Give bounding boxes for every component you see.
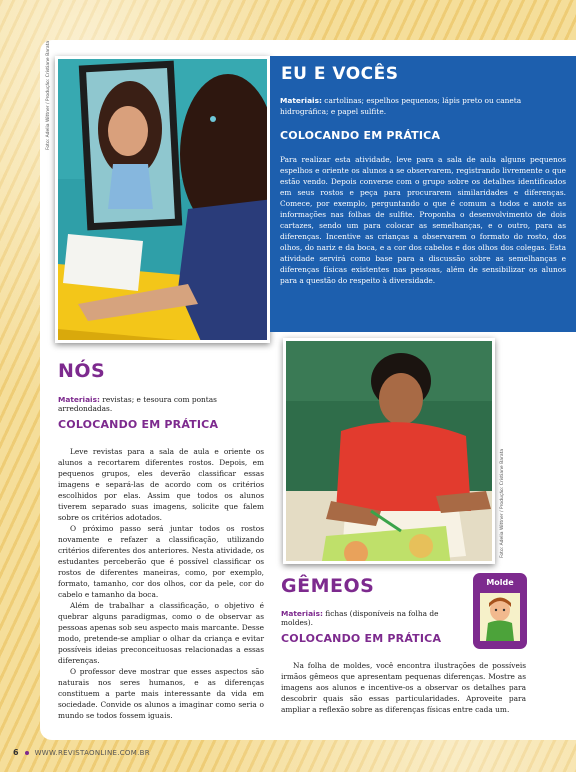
gemeos-title: GÊMEOS bbox=[281, 575, 375, 597]
materials-text: cartolinas; espelhos pequenos; lápis preto ou caneta hidrográfica; e papel sulfite. bbox=[280, 96, 522, 116]
footer-site: WWW.REVISTAONLINE.COM.BR bbox=[34, 748, 150, 757]
nos-paragraph: O professor deve mostrar que esses aspectos são naturais nos seres humanos, e as diferenças constituem a parte mais interessante da vida em sociedade. Convide os alunos a imaginar como seria o mundo se todos fossem iguais. bbox=[58, 667, 264, 720]
photo-girl-mirror bbox=[55, 56, 270, 343]
gemeos-paragraph: Na folha de moldes, você encontra ilustrações de possíveis irmãos gêmeos que apresentam pequenas diferenças. Mostre as imagens aos alunos e incentive-os a observar os detalhes para descobrir quais são essas particularidades. Aproveite para ampliar a reflexão sobre as diferenças físicas entre cada um. bbox=[281, 661, 526, 714]
page-number: 6 bbox=[13, 748, 19, 757]
eu-e-voces-materials bbox=[280, 95, 566, 117]
molde-label: Molde bbox=[486, 578, 514, 587]
nos-body bbox=[58, 446, 264, 721]
bullet-icon bbox=[25, 751, 29, 755]
nos-paragraph: O próximo passo será juntar todos os rostos novamente e refazer a classificação, utilizando critérios diferentes dos anteriores. Nesta atividade, os estudantes perceberão que é possível classificar os rostos de diferentes maneiras, como, por exemplo, formato, tamanho, cor dos olhos, cor da pele, cor do cabelo e tamanho da boca. bbox=[58, 524, 264, 599]
nos-paragraph: Leve revistas para a sala de aula e oriente os alunos a recortarem diferentes rostos. Depois, em pequenos grupos, eles deverão classificar essas imagens e separá-las de acordo com os critérios escolhidos por elas. Assim que todos os alunos tiverem separado suas imagens, solicite que falem sobre os critérios adotados. bbox=[58, 447, 264, 522]
photo-girl-mirror-illustration bbox=[58, 59, 270, 343]
nos-title: NÓS bbox=[58, 360, 106, 382]
nos-paragraph: Além de trabalhar a classificação, o objetivo é quebrar alguns paradigmas, como o de observar as pessoas apenas sob seu aspecto mais marcante. Desse modo, pretende-se ampliar o olhar da criança e evitar possíveis ideias preconceituosas relacionadas a essas diferenças. bbox=[58, 601, 264, 665]
photo-credit-2: Foto: Adelia Wittner / Produção: Cristiane Barata bbox=[500, 448, 505, 558]
eu-e-voces-body: Para realizar esta atividade, leve para a sala de aula alguns pequenos espelhos e oriente os alunos a se observarem, registrando livremente o que estão vendo. Depois converse com o grupo sobre os detalhes identificados em seus rostos e peça para procurarem similaridades e diferenças. Comece, por exemplo, perguntando o que é comum a todos e anote as informações nas folhas de sulfite. Proponha o desenvolvimento de dois cartazes, sendo um para colocar as semelhanças, e o outro, para as diferenças. Incentive as crianças a observarem o formato do rosto, dos olhos, do nariz e da boca, e a cor dos cabelos e dos olhos dos colegas. Esta atividade servirá como base para a discussão sobre as semelhanças e diferenças físicas existentes nas pessoas, além de sensibilizar os alunos para a questão do respeito à diversidade. bbox=[280, 155, 566, 285]
photo-boy-drawing-illustration bbox=[286, 341, 495, 564]
materials-text: revistas; e tesoura com pontas arredondadas. bbox=[58, 395, 217, 413]
materials-label: Materiais: bbox=[281, 609, 323, 618]
photo-boy-drawing bbox=[283, 338, 495, 564]
nos-subtitle: COLOCANDO EM PRÁTICA bbox=[58, 418, 219, 431]
materials-label: Materiais: bbox=[280, 96, 322, 105]
gemeos-body bbox=[281, 660, 526, 715]
materials-text: fichas (disponíveis na folha de moldes). bbox=[281, 609, 439, 627]
gemeos-subtitle: COLOCANDO EM PRÁTICA bbox=[281, 632, 442, 645]
page-footer bbox=[13, 748, 150, 757]
nos-materials bbox=[58, 395, 273, 413]
eu-e-voces-subtitle: COLOCANDO EM PRÁTICA bbox=[280, 129, 441, 142]
eu-e-voces-title: EU E VOCÊS bbox=[281, 64, 399, 84]
materials-label: Materiais: bbox=[58, 395, 100, 404]
eu-e-voces-panel bbox=[270, 56, 576, 332]
molde-badge bbox=[473, 573, 527, 649]
gemeos-materials bbox=[281, 609, 466, 627]
molde-illustration bbox=[480, 593, 520, 641]
boy-illustration-icon bbox=[480, 593, 520, 641]
photo-credit-1: Foto: Adelia Wittner / Produção: Cristiane Barata bbox=[46, 40, 51, 150]
